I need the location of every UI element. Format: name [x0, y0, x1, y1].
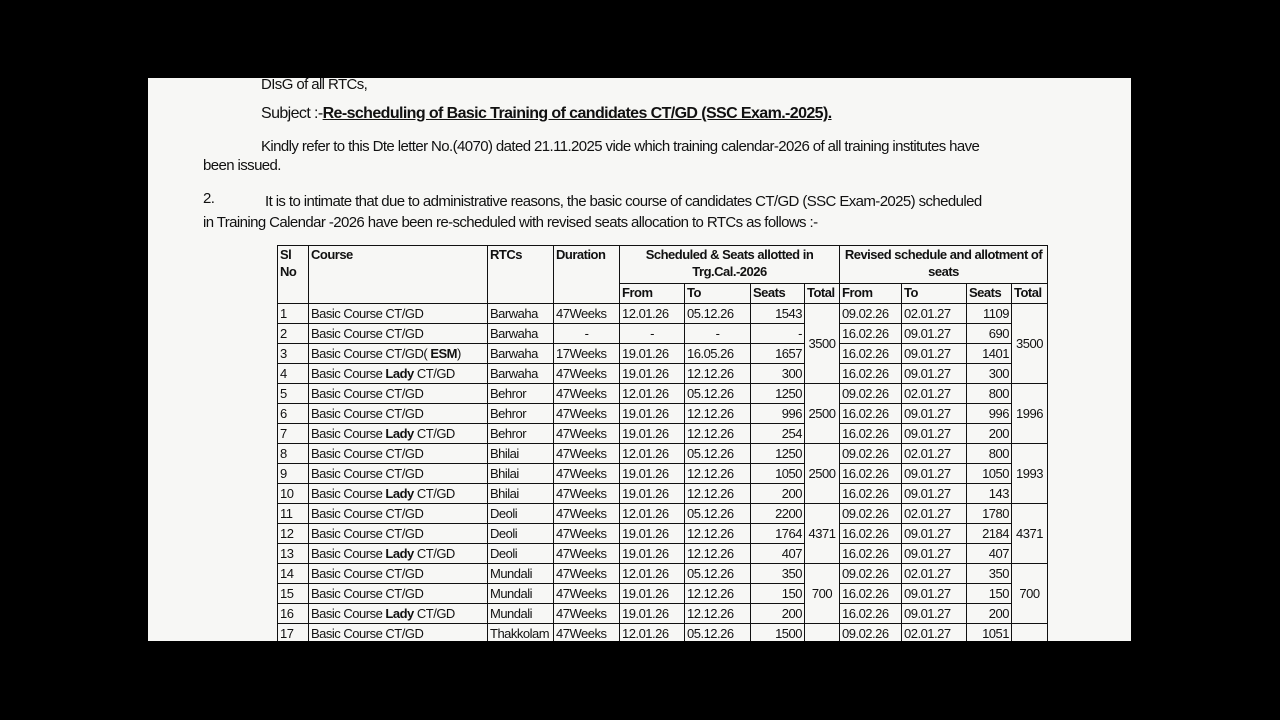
to-cell: 12.12.26: [685, 424, 751, 444]
from-cell: 19.01.26: [620, 344, 685, 364]
course-cell: [309, 344, 488, 364]
course-cell: [309, 624, 488, 642]
header-from: From: [620, 284, 685, 304]
course-emphasis: Lady: [385, 366, 414, 381]
table-row: [278, 584, 1048, 604]
from-cell: 19.01.26: [620, 404, 685, 424]
revised-from-cell: 09.02.26: [840, 624, 902, 642]
rtc-cell: Thakkolam: [488, 624, 554, 642]
revised-seats-cell: 800: [967, 384, 1012, 404]
course-cell: [309, 484, 488, 504]
from-cell: 19.01.26: [620, 584, 685, 604]
from-cell: 19.01.26: [620, 424, 685, 444]
to-cell: -: [685, 324, 751, 344]
header-to: To: [685, 284, 751, 304]
course-cell: [309, 564, 488, 584]
course-cell: [309, 544, 488, 564]
revised-from-cell: 09.02.26: [840, 384, 902, 404]
to-cell: 05.12.26: [685, 504, 751, 524]
revised-total-cell: 1996: [1012, 384, 1048, 444]
rtc-cell: Bhilai: [488, 484, 554, 504]
course-text: Basic Course: [311, 606, 386, 621]
rtc-cell: Deoli: [488, 544, 554, 564]
course-cell: [309, 524, 488, 544]
header-revised-seats: Seats: [967, 284, 1012, 304]
revised-seats-cell: 200: [967, 604, 1012, 624]
seats-cell: 1250: [751, 384, 805, 404]
course-suffix: CT/GD: [413, 546, 455, 561]
course-cell: [309, 424, 488, 444]
table-row: [278, 424, 1048, 444]
from-cell: 19.01.26: [620, 524, 685, 544]
header-sl-no: Sl No: [278, 246, 309, 304]
sl-no-cell: 15: [278, 584, 309, 604]
revised-from-cell: 16.02.26: [840, 544, 902, 564]
revised-to-cell: 02.01.27: [902, 564, 967, 584]
seats-cell: 1250: [751, 444, 805, 464]
course-emphasis: Lady: [385, 546, 414, 561]
course-text: Basic Course: [311, 486, 386, 501]
course-text: Basic Course CT/GD: [311, 406, 424, 421]
revised-seats-cell: 800: [967, 444, 1012, 464]
revised-total-cell: 1993: [1012, 444, 1048, 504]
duration-cell: 47Weeks: [554, 484, 620, 504]
duration-cell: 47Weeks: [554, 544, 620, 564]
rtc-cell: Barwaha: [488, 364, 554, 384]
duration-cell: 47Weeks: [554, 444, 620, 464]
total-cell: 2500: [805, 384, 840, 444]
revised-seats-cell: 300: [967, 364, 1012, 384]
duration-cell: 47Weeks: [554, 504, 620, 524]
course-text: Basic Course CT/GD: [311, 506, 424, 521]
table-row: [278, 384, 1048, 404]
course-emphasis: Lady: [385, 426, 414, 441]
sl-no-cell: 2: [278, 324, 309, 344]
rtc-cell: Mundali: [488, 584, 554, 604]
from-cell: -: [620, 324, 685, 344]
duration-cell: 47Weeks: [554, 364, 620, 384]
revised-to-cell: 09.01.27: [902, 404, 967, 424]
from-cell: 12.01.26: [620, 384, 685, 404]
rtc-cell: Deoli: [488, 504, 554, 524]
course-text: Basic Course: [311, 546, 386, 561]
revised-to-cell: 09.01.27: [902, 364, 967, 384]
to-cell: 12.12.26: [685, 484, 751, 504]
duration-cell: 47Weeks: [554, 404, 620, 424]
sl-no-cell: 10: [278, 484, 309, 504]
seats-cell: 200: [751, 484, 805, 504]
to-cell: 05.12.26: [685, 564, 751, 584]
header-revised-group: Revised schedule and allotment of seats: [840, 246, 1048, 284]
course-suffix: ): [456, 346, 461, 361]
revised-from-cell: 09.02.26: [840, 564, 902, 584]
para2-line1: It is to intimate that due to administrative reasons, the basic course of candidates CT/GD (SSC Exam-2025) scheduled: [265, 193, 982, 210]
sl-no-cell: 9: [278, 464, 309, 484]
course-suffix: CT/GD: [413, 426, 455, 441]
total-cell: 4371: [805, 504, 840, 564]
subject-line: [261, 105, 832, 123]
table-row: [278, 464, 1048, 484]
seat-allocation-table: [277, 245, 1048, 641]
revised-from-cell: 16.02.26: [840, 404, 902, 424]
rtc-cell: Bhilai: [488, 464, 554, 484]
revised-from-cell: 16.02.26: [840, 344, 902, 364]
course-cell: [309, 444, 488, 464]
rtc-cell: Bhilai: [488, 444, 554, 464]
course-emphasis: ESM: [430, 346, 457, 361]
revised-total-cell: 3500: [1012, 304, 1048, 384]
course-cell: [309, 324, 488, 344]
to-cell: 12.12.26: [685, 604, 751, 624]
revised-to-cell: 09.01.27: [902, 484, 967, 504]
revised-to-cell: 09.01.27: [902, 464, 967, 484]
to-cell: 05.12.26: [685, 624, 751, 642]
course-text: Basic Course CT/GD: [311, 566, 424, 581]
table-row: [278, 504, 1048, 524]
course-cell: [309, 464, 488, 484]
from-cell: 12.01.26: [620, 304, 685, 324]
seats-cell: 1050: [751, 464, 805, 484]
revised-to-cell: 02.01.27: [902, 624, 967, 642]
rtc-cell: Behror: [488, 424, 554, 444]
seats-cell: 200: [751, 604, 805, 624]
seats-cell: 350: [751, 564, 805, 584]
course-cell: [309, 604, 488, 624]
header-seats: Seats: [751, 284, 805, 304]
header-duration: Duration: [554, 246, 620, 304]
revised-from-cell: 16.02.26: [840, 524, 902, 544]
seats-cell: -: [751, 324, 805, 344]
revised-seats-cell: 1051: [967, 624, 1012, 642]
sl-no-cell: 12: [278, 524, 309, 544]
revised-to-cell: 02.01.27: [902, 504, 967, 524]
revised-seats-cell: 350: [967, 564, 1012, 584]
course-cell: [309, 384, 488, 404]
revised-seats-cell: 1401: [967, 344, 1012, 364]
revised-to-cell: 02.01.27: [902, 304, 967, 324]
course-emphasis: Lady: [385, 486, 414, 501]
duration-cell: -: [554, 324, 620, 344]
header-total: Total: [805, 284, 840, 304]
duration-cell: 47Weeks: [554, 604, 620, 624]
to-cell: 12.12.26: [685, 404, 751, 424]
course-text: Basic Course: [311, 366, 386, 381]
header-rtcs: RTCs: [488, 246, 554, 304]
revised-seats-cell: 407: [967, 544, 1012, 564]
rtc-cell: Barwaha: [488, 344, 554, 364]
revised-to-cell: 09.01.27: [902, 424, 967, 444]
subject-text: Re-scheduling of Basic Training of candidates CT/GD (SSC Exam.-2025).: [322, 105, 832, 122]
to-cell: 16.05.26: [685, 344, 751, 364]
revised-to-cell: 02.01.27: [902, 444, 967, 464]
revised-to-cell: 09.01.27: [902, 604, 967, 624]
sl-no-cell: 1: [278, 304, 309, 324]
course-text: Basic Course CT/GD: [311, 306, 424, 321]
revised-seats-cell: 996: [967, 404, 1012, 424]
seats-cell: 1500: [751, 624, 805, 642]
rtc-cell: Deoli: [488, 524, 554, 544]
sl-no-cell: 5: [278, 384, 309, 404]
total-cell: 700: [805, 564, 840, 624]
sl-no-cell: 4: [278, 364, 309, 384]
total-cell: 2500: [805, 444, 840, 504]
course-text: Basic Course CT/GD: [311, 446, 424, 461]
revised-to-cell: 09.01.27: [902, 544, 967, 564]
course-emphasis: Lady: [385, 606, 414, 621]
sl-no-cell: 14: [278, 564, 309, 584]
para1-line1: Kindly refer to this Dte letter No.(4070) dated 21.11.2025 vide which training calendar-2026 of all training institutes have: [261, 138, 980, 155]
para1-line2: been issued.: [203, 157, 281, 174]
sl-no-cell: 6: [278, 404, 309, 424]
duration-cell: 47Weeks: [554, 564, 620, 584]
to-cell: 05.12.26: [685, 444, 751, 464]
from-cell: 12.01.26: [620, 504, 685, 524]
course-cell: [309, 364, 488, 384]
course-text: Basic Course CT/GD: [311, 626, 424, 641]
rtc-cell: Mundali: [488, 604, 554, 624]
header-revised-total: Total: [1012, 284, 1048, 304]
revised-from-cell: 16.02.26: [840, 604, 902, 624]
course-cell: [309, 504, 488, 524]
course-text: Basic Course CT/GD: [311, 326, 424, 341]
course-text: Basic Course CT/GD: [311, 526, 424, 541]
rtc-cell: Barwaha: [488, 324, 554, 344]
rtc-cell: Mundali: [488, 564, 554, 584]
seats-cell: 407: [751, 544, 805, 564]
duration-cell: 47Weeks: [554, 524, 620, 544]
table-body: [278, 304, 1048, 642]
from-cell: 19.01.26: [620, 544, 685, 564]
table-row: [278, 544, 1048, 564]
header-revised-from: From: [840, 284, 902, 304]
to-cell: 05.12.26: [685, 304, 751, 324]
para2-number: 2.: [203, 190, 215, 207]
table-row: [278, 444, 1048, 464]
total-cell: [805, 624, 840, 642]
from-cell: 12.01.26: [620, 624, 685, 642]
seats-cell: 254: [751, 424, 805, 444]
from-cell: 12.01.26: [620, 564, 685, 584]
revised-total-cell: 4371: [1012, 504, 1048, 564]
table-row: [278, 404, 1048, 424]
revised-total-cell: [1012, 624, 1048, 642]
course-text: Basic Course CT/GD: [311, 586, 424, 601]
table-row: [278, 564, 1048, 584]
revised-from-cell: 09.02.26: [840, 444, 902, 464]
course-text: Basic Course: [311, 426, 386, 441]
course-text: Basic Course CT/GD: [311, 466, 424, 481]
to-cell: 12.12.26: [685, 524, 751, 544]
course-text: Basic Course CT/GD: [311, 386, 424, 401]
revised-seats-cell: 690: [967, 324, 1012, 344]
total-cell: 3500: [805, 304, 840, 384]
rtc-cell: Barwaha: [488, 304, 554, 324]
course-cell: [309, 304, 488, 324]
sl-no-cell: 7: [278, 424, 309, 444]
duration-cell: 47Weeks: [554, 424, 620, 444]
seats-cell: 1657: [751, 344, 805, 364]
duration-cell: 47Weeks: [554, 384, 620, 404]
sl-no-cell: 17: [278, 624, 309, 642]
para2-line2: in Training Calendar -2026 have been re-scheduled with revised seats allocation to RTCs as follows :-: [203, 214, 818, 231]
duration-cell: 47Weeks: [554, 464, 620, 484]
table-row: [278, 364, 1048, 384]
seats-cell: 996: [751, 404, 805, 424]
from-cell: 19.01.26: [620, 604, 685, 624]
sl-no-cell: 3: [278, 344, 309, 364]
table-row: [278, 604, 1048, 624]
from-cell: 12.01.26: [620, 444, 685, 464]
revised-from-cell: 09.02.26: [840, 304, 902, 324]
course-suffix: CT/GD: [413, 606, 455, 621]
revised-seats-cell: 143: [967, 484, 1012, 504]
seats-cell: 1543: [751, 304, 805, 324]
revised-to-cell: 09.01.27: [902, 344, 967, 364]
scanned-letter: [148, 78, 1131, 641]
from-cell: 19.01.26: [620, 364, 685, 384]
to-cell: 12.12.26: [685, 544, 751, 564]
table-row: [278, 324, 1048, 344]
to-cell: 05.12.26: [685, 384, 751, 404]
revised-from-cell: 16.02.26: [840, 484, 902, 504]
revised-seats-cell: 1109: [967, 304, 1012, 324]
sl-no-cell: 8: [278, 444, 309, 464]
revised-seats-cell: 1050: [967, 464, 1012, 484]
sl-no-cell: 11: [278, 504, 309, 524]
revised-from-cell: 16.02.26: [840, 324, 902, 344]
rtc-cell: Behror: [488, 384, 554, 404]
revised-from-cell: 16.02.26: [840, 584, 902, 604]
subject-label: Subject :-: [261, 105, 323, 122]
table-row: [278, 524, 1048, 544]
revised-from-cell: 09.02.26: [840, 504, 902, 524]
table-row: [278, 304, 1048, 324]
revised-from-cell: 16.02.26: [840, 364, 902, 384]
header-revised-to: To: [902, 284, 967, 304]
revised-from-cell: 16.02.26: [840, 464, 902, 484]
course-suffix: CT/GD: [413, 486, 455, 501]
revised-to-cell: 09.01.27: [902, 584, 967, 604]
revised-total-cell: 700: [1012, 564, 1048, 624]
revised-seats-cell: 200: [967, 424, 1012, 444]
table-row: [278, 624, 1048, 642]
revised-to-cell: 02.01.27: [902, 384, 967, 404]
sl-no-cell: 13: [278, 544, 309, 564]
sl-no-cell: 16: [278, 604, 309, 624]
addressee: DIsG of all RTCs,: [261, 78, 368, 93]
revised-from-cell: 16.02.26: [840, 424, 902, 444]
to-cell: 12.12.26: [685, 364, 751, 384]
duration-cell: 17Weeks: [554, 344, 620, 364]
table-row: [278, 344, 1048, 364]
course-suffix: CT/GD: [413, 366, 455, 381]
seats-cell: 300: [751, 364, 805, 384]
revised-seats-cell: 1780: [967, 504, 1012, 524]
course-cell: [309, 404, 488, 424]
header-scheduled-group: Scheduled & Seats allotted in Trg.Cal.-2026: [620, 246, 840, 284]
seats-cell: 1764: [751, 524, 805, 544]
duration-cell: 47Weeks: [554, 624, 620, 642]
revised-to-cell: 09.01.27: [902, 524, 967, 544]
revised-seats-cell: 150: [967, 584, 1012, 604]
duration-cell: 47Weeks: [554, 584, 620, 604]
from-cell: 19.01.26: [620, 464, 685, 484]
course-text: Basic Course CT/GD(: [311, 346, 431, 361]
revised-to-cell: 09.01.27: [902, 324, 967, 344]
rtc-cell: Behror: [488, 404, 554, 424]
table-row: [278, 484, 1048, 504]
header-course: Course: [309, 246, 488, 304]
to-cell: 12.12.26: [685, 584, 751, 604]
duration-cell: 47Weeks: [554, 304, 620, 324]
to-cell: 12.12.26: [685, 464, 751, 484]
seats-cell: 150: [751, 584, 805, 604]
from-cell: 19.01.26: [620, 484, 685, 504]
seats-cell: 2200: [751, 504, 805, 524]
revised-seats-cell: 2184: [967, 524, 1012, 544]
course-cell: [309, 584, 488, 604]
